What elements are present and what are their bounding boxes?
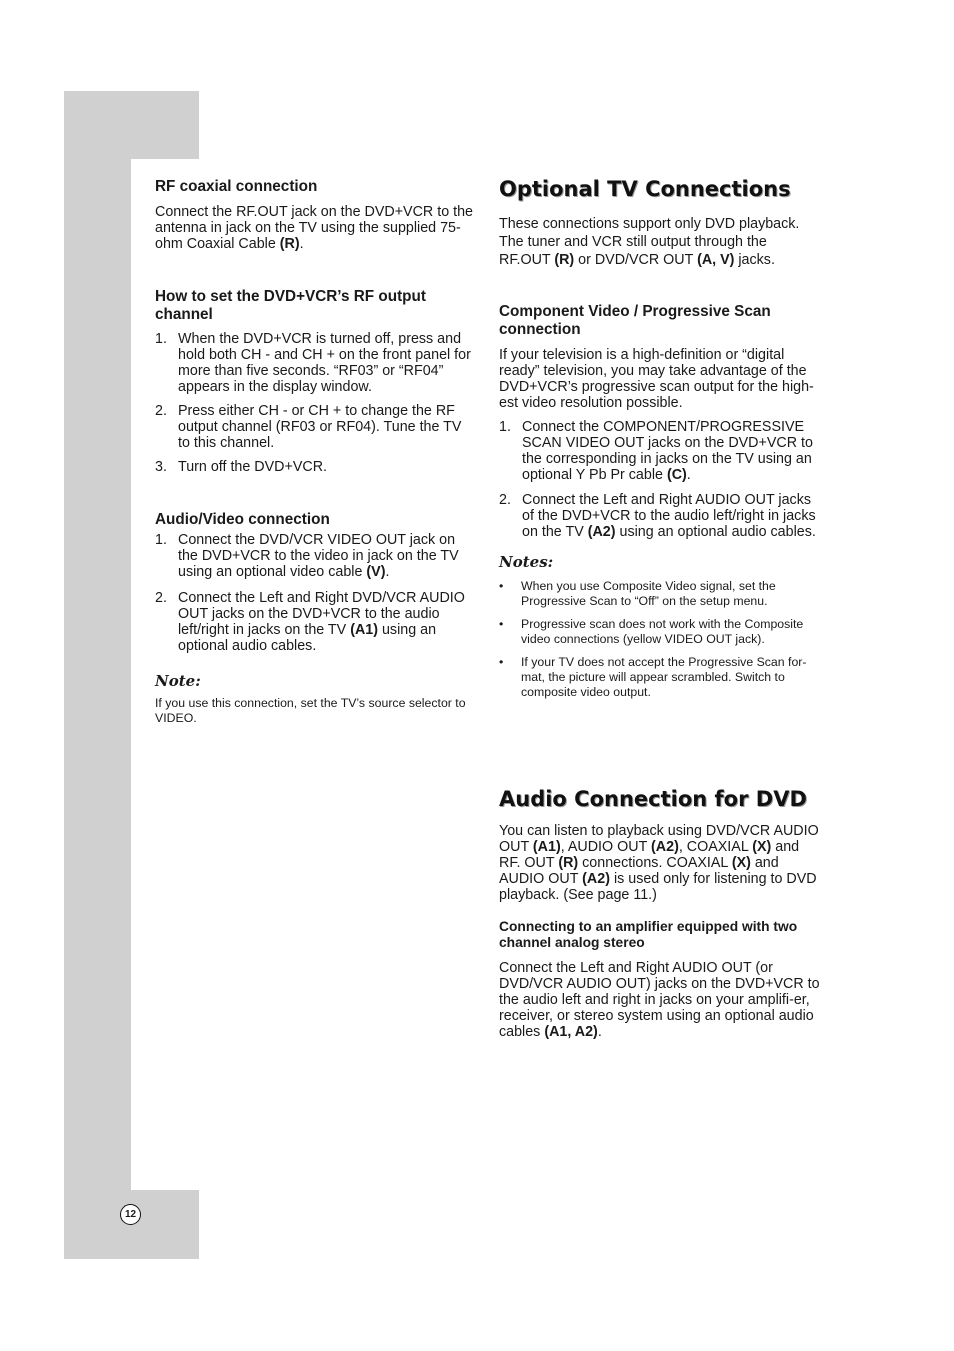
note-item <box>499 579 821 608</box>
audio-bold: (A2) <box>582 871 610 888</box>
step-end: . <box>686 467 691 483</box>
step-bold: (A1) <box>350 622 378 638</box>
audio-connection-title: Audio Connection for DVD <box>499 787 807 812</box>
av-step <box>155 590 475 654</box>
step-number: 1. <box>499 419 511 435</box>
step-bold: (A2) <box>587 524 616 540</box>
av-step <box>155 532 475 580</box>
audio-text: , AUDIO OUT <box>560 839 652 856</box>
note-text: If you use this connection, set the TV’s source selector to VIDEO. <box>155 696 466 725</box>
amplifier-bold: (A1, A2) <box>544 1024 598 1041</box>
rf-channel-step <box>155 403 475 451</box>
right-column <box>499 175 821 1040</box>
left-column <box>155 178 475 725</box>
component-heading: Component Video / Progressive Scan connection <box>499 303 771 338</box>
audio-bold: (X) <box>752 839 772 856</box>
step-bold: (C) <box>666 467 687 483</box>
rf-channel-steps <box>155 331 475 475</box>
step-text: Turn off the DVD+VCR. <box>178 459 327 475</box>
amplifier-body: Connect the Left and Right AUDIO OUT (or DVD/VCR AUDIO OUT) jacks on the DVD+VCR to the audio left and right in jacks on your amplifi-er, receiver, or stereo system using an optional audio cables <box>499 960 820 1041</box>
note-title: Note: <box>155 672 201 690</box>
step-number: 3. <box>155 459 167 475</box>
optional-tv-intro <box>499 215 821 269</box>
component-step <box>499 419 821 483</box>
rf-channel-heading: How to set the DVD+VCR’s RF output channel <box>155 288 426 323</box>
audio-text: You can listen to playback using DVD/VCR AUDIO OUT <box>499 823 819 856</box>
audio-bold: (A2) <box>651 839 679 856</box>
notes-title: Notes: <box>499 553 554 571</box>
step-end: using an optional audio cables. <box>615 524 816 540</box>
step-text: Connect the DVD/VCR VIDEO OUT jack on the DVD+VCR to the video in jack on the TV using an optional video cable <box>178 532 459 580</box>
intro-bold: (A, V) <box>697 252 735 268</box>
note-item <box>499 655 821 699</box>
note-item <box>499 617 821 646</box>
rf-coaxial-body-bold: (R) <box>279 236 300 252</box>
step-text: Connect the Left and Right DVD/VCR AUDIO OUT jacks on the DVD+VCR to the audio left/right in jacks on the TV <box>178 590 465 638</box>
amplifier-end: . <box>597 1024 602 1041</box>
step-text: When the DVD+VCR is turned off, press and hold both CH - and CH + on the front panel for more than five seconds. “RF03” or “RF04” appears in the display window. <box>178 331 471 395</box>
bullet-glyph: • <box>499 617 504 632</box>
intro-text: or DVD/VCR OUT <box>574 252 698 268</box>
intro-text: jacks. <box>734 252 775 268</box>
bullet-glyph: • <box>499 579 504 593</box>
component-steps <box>499 419 821 540</box>
step-number: 2. <box>499 492 511 508</box>
component-intro: If your television is a high-definition or “digital ready” television, you may take advantage of the DVD+VCR’s progressive scan output for the high-est video resolution possible. <box>499 347 814 411</box>
audio-bold: (X) <box>731 855 751 872</box>
audio-text: and AUDIO OUT <box>499 855 779 888</box>
step-number: 2. <box>155 403 167 419</box>
step-end: . <box>385 564 390 580</box>
audio-text: is used only for listening to DVD playback. (See page 11.) <box>499 871 817 904</box>
margin-strip <box>64 159 131 1190</box>
rf-coaxial-body-end: . <box>299 236 304 252</box>
step-text: Connect the Left and Right AUDIO OUT jacks of the DVD+VCR to the audio left/right in jacks on the TV <box>522 492 816 540</box>
step-text: Connect the COMPONENT/PROGRESSIVE SCAN VIDEO OUT jacks on the DVD+VCR to the corresponding in jacks on the TV using an optional Y Pb Pr cable <box>522 419 813 483</box>
bullet-glyph: • <box>499 655 504 670</box>
rf-coaxial-body: Connect the RF.OUT jack on the DVD+VCR to the antenna in jack on the TV using the supplied 75-ohm Coaxial Cable <box>155 204 473 252</box>
intro-bold: (R) <box>554 252 575 268</box>
step-end: using an optional audio cables. <box>178 622 437 654</box>
optional-tv-title: Optional TV Connections <box>499 177 791 201</box>
notes-list <box>499 579 821 699</box>
audio-text: and RF. OUT <box>499 839 800 872</box>
step-text: Press either CH - or CH + to change the RF output channel (RF03 or RF04). Tune the TV to this channel. <box>178 403 462 451</box>
audio-text: connections. COAXIAL <box>578 855 732 872</box>
step-bold: (V) <box>366 564 386 580</box>
amplifier-text <box>499 960 821 1040</box>
intro-text: These connections support only DVD playback. The tuner and VCR still output through the RF.OUT <box>499 216 800 268</box>
note-item-text: If your TV does not accept the Progressive Scan for-mat, the picture will appear scrambled. Switch to composite video output. <box>521 655 807 699</box>
step-number: 2. <box>155 590 167 606</box>
component-step <box>499 492 821 540</box>
note-item-text: Progressive scan does not work with the Composite video connections (yellow VIDEO OUT jack). <box>521 617 804 646</box>
av-connection-heading: Audio/Video connection <box>155 511 330 528</box>
note-item-text: When you use Composite Video signal, set the Progressive Scan to “Off” on the setup menu. <box>521 579 776 608</box>
amplifier-heading: Connecting to an amplifier equipped with two channel analog stereo <box>499 919 798 951</box>
av-connection-steps <box>155 532 475 654</box>
step-number: 1. <box>155 331 167 347</box>
audio-connection-intro <box>499 823 821 903</box>
rf-channel-step <box>155 331 475 395</box>
audio-bold: (A1) <box>532 839 561 856</box>
step-number: 1. <box>155 532 167 548</box>
rf-coaxial-heading: RF coaxial connection <box>155 178 318 195</box>
audio-bold: (R) <box>558 855 579 872</box>
rf-channel-step <box>155 459 475 475</box>
margin-tab-top <box>64 91 199 159</box>
rf-coaxial-text <box>155 204 475 252</box>
page-number: 12 <box>120 1204 141 1225</box>
audio-text: , COAXIAL <box>678 839 753 856</box>
